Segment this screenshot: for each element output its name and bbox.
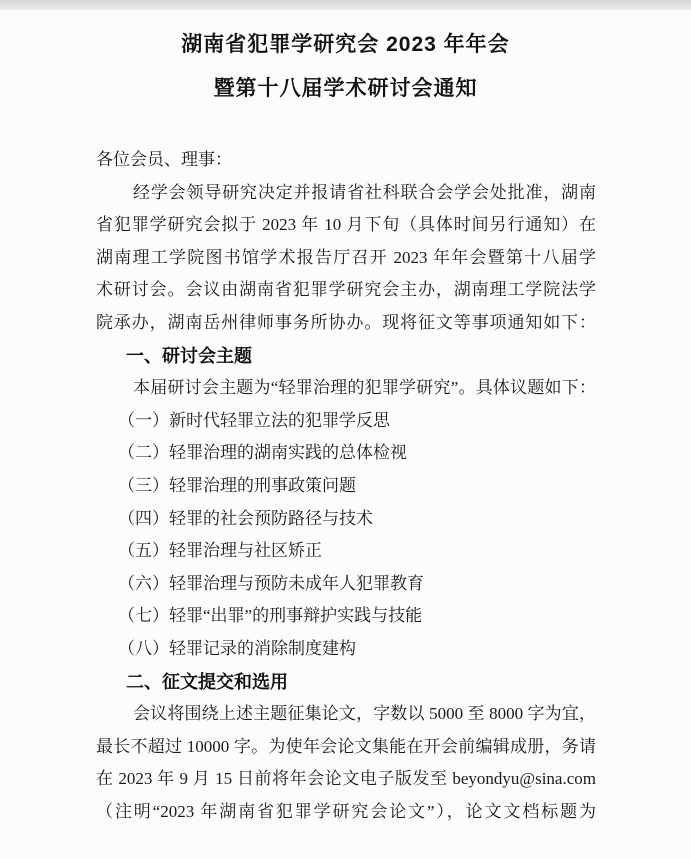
paragraph-line: 最长不超过 10000 字。为使年会论文集能在开会前编辑成册，务请	[96, 736, 596, 756]
paragraph-line: （注明“2023 年湖南省犯罪学研究会论文”），论文文档标题为	[96, 801, 596, 821]
paragraph-line: 经学会领导研究决定并报请省社科联合会学会处批准，湖南	[133, 182, 596, 202]
section-heading-1: 一、研讨会主题	[126, 345, 252, 366]
paragraph-line: 省犯罪学研究会拟于 2023 年 10 月下旬（具体时间另行通知）在	[96, 215, 596, 235]
topic-list-item-8: （八）轻罪记录的消除制度建构	[118, 638, 356, 658]
topic-list-item-1: （一）新时代轻罪立法的犯罪学反思	[118, 410, 390, 430]
paragraph-line: 本届研讨会主题为“轻罪治理的犯罪学研究”。具体议题如下：	[133, 378, 596, 398]
document-title-line-1: 湖南省犯罪学研究会 2023 年年会	[181, 33, 510, 56]
document-title	[0, 0, 691, 111]
document-body	[96, 144, 596, 828]
paragraph-line: 术研讨会。会议由湖南省犯罪学研究会主办，湖南理工学院法学	[96, 280, 596, 300]
paragraph-line: 湖南理工学院图书馆学术报告厅召开 2023 年年会暨第十八届学	[96, 247, 596, 267]
topic-list-item-6: （六）轻罪治理与预防未成年人犯罪教育	[118, 573, 424, 593]
section-heading-2: 二、征文提交和选用	[126, 671, 288, 692]
scan-top-edge-artifact	[0, 0, 691, 10]
topic-list-item-3: （三）轻罪治理的刑事政策问题	[118, 475, 356, 495]
topic-list-item-7: （七）轻罪“出罪”的刑事辩护实践与技能	[118, 606, 423, 626]
topic-list-item-4: （四）轻罪的社会预防路径与技术	[118, 508, 373, 528]
salutation-line: 各位会员、理事：	[96, 150, 232, 169]
paragraph-line: 会议将围绕上述主题征集论文，字数以 5000 至 8000 字为宜，	[133, 704, 596, 724]
topic-list-item-5: （五）轻罪治理与社区矫正	[118, 541, 322, 561]
document-title-line-2: 暨第十八届学术研讨会通知	[213, 77, 478, 100]
paragraph-line: 在 2023 年 9 月 15 日前将年会论文电子版发至 beyondyu@sina.com	[96, 769, 596, 789]
paragraph-line: 院承办，湖南岳州律师事务所协办。现将征文等事项通知如下：	[96, 312, 596, 332]
topic-list-item-2: （二）轻罪治理的湖南实践的总体检视	[118, 443, 407, 463]
